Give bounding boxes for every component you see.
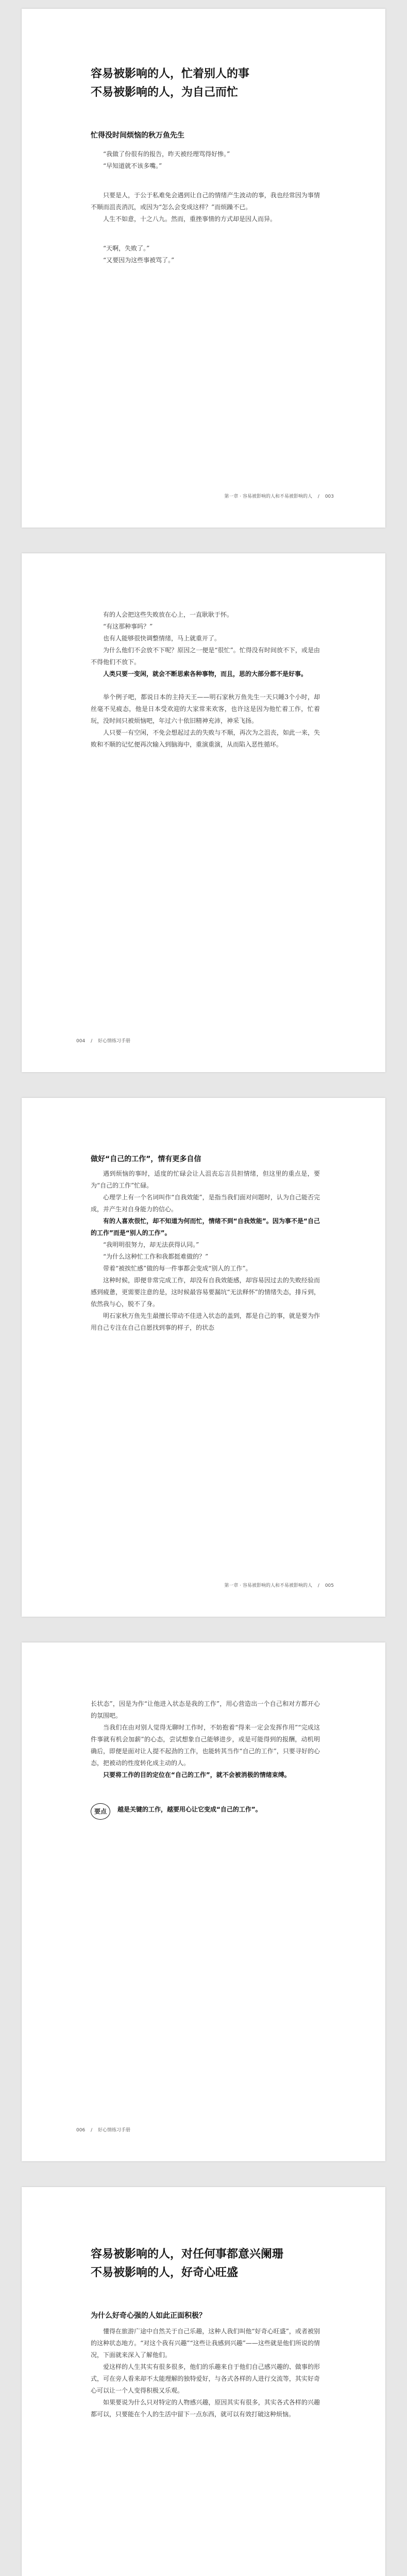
body-paragraph: 只要是人，于公于私难免会遇到让自己的情绪产生波动的事，我也经常因为事情不顺而沮丧消沉，或因为“怎么会变成这样？”而烦躁不已。: [91, 192, 320, 211]
emphasis-paragraph: 人类只要一变闲，就会不断思索各种事物，而且，思的大部分都不是好事。: [103, 670, 308, 677]
section-title: 做好“自己的工作”，情有更多自信: [91, 1155, 201, 1163]
page-footer: 004 / 好心情练习手册: [76, 1039, 130, 1044]
chapter-title-line-1: 容易被影响的人，忙着别人的事: [91, 67, 250, 80]
page4-content: [91, 1698, 320, 1781]
footer-chapter-label: 第一章 · 容易被影响的人和不易被影响的人: [224, 1583, 313, 1588]
page-footer: 第一章 · 容易被影响的人和不易被影响的人 / 003: [224, 494, 334, 499]
book-page-3: [22, 1098, 385, 1617]
body-paragraph: 也有人能够很快调整情绪，马上就重开了。: [103, 635, 221, 642]
body-paragraph: 人生不如意，十之八九。然而，重挫事情的方式却是因人而异。: [103, 215, 277, 223]
page1-content: [91, 64, 320, 266]
quote-line: “又要因为这些事被骂了。”: [103, 257, 175, 264]
page-footer: 006 / 好心情练习手册: [76, 2128, 130, 2133]
page5-content: [91, 2245, 320, 2420]
footer-book-title: 好心情练习手册: [97, 2128, 130, 2133]
body-paragraph: 懂得在旅游广途中自然关于自己乐趣，这种人我们叫他“好奇心旺盛”，或者被别的这种状态地方。“对这个我有兴趣”“这些让我感到兴趣”——这些就是他们所说的情况，下面就来深入了解他们。: [91, 2328, 320, 2359]
page2-content: [91, 609, 320, 751]
footer-book-title: 好心情练习手册: [97, 1039, 130, 1044]
quote-line: “天啊，失败了。”: [103, 245, 150, 252]
quote-line: “我明明很努力，却无法获得认同。”: [103, 1241, 199, 1248]
body-paragraph: 遇到烦恼的事时，适度的忙碌会让人沮丧忘言员担情绪，但这里的重点是，要为“自己的工作”忙碌。: [91, 1170, 320, 1189]
page-number: 003: [325, 494, 334, 499]
chapter-title-line-2: 不易被影响的人，好奇心旺盛: [91, 2266, 239, 2279]
key-point-text: 越是关键的工作，越要用心让它变成“自己的工作”。: [117, 1806, 262, 1813]
body-paragraph: 当我们在由对别人觉得无聊时工作时，不妨抱着“得来一定会发挥作用”“完成这件事就有机会加薪”的心态，尝试想象自己能够进步，或是可能得到的报酬，动机明确后，即便是面对让人提不起劲的工作，也能转其当作“自己的工作”，只要寻好的心态，把被动的性度转化成主动的人。: [91, 1724, 320, 1767]
section-title: 忙得没时间烦恼的秋万鱼先生: [91, 131, 184, 140]
body-paragraph: 这种时候，即便非常完成工作，却没有自我效能感，却容易因过去的失败经验而感到疲惫，更需要注意的是，这时候最容易要漏坑“无法释怀”的情绪失态，排斥到，依然我与心，脱不了身。: [91, 1277, 320, 1308]
footer-chapter-label: 第一章 · 容易被影响的人和不易被影响的人: [224, 494, 313, 499]
body-paragraph: 心理学上有一个名词叫作“自我效能”，是指当我们面对问题时，认为自己能否完成，并产生对自身能力的信心。: [91, 1194, 320, 1213]
key-point-badge: 要点: [91, 1803, 110, 1820]
body-paragraph: 长状态”，因是为作“让他进入状态是我的工作”，用心营造出一个自己和对方都开心的氛围吧。: [91, 1700, 320, 1719]
body-paragraph: 明石家秋万鱼先生最擅长带动不佳进入状态的盖到，都是自己的事，就是要为作用自己专注在自己自愿找到事的样子，的状态: [91, 1312, 320, 1331]
body-paragraph: 有的人会把这些失败放在心上，一直耿耿于怀。: [103, 611, 233, 618]
book-page-4: [22, 1642, 385, 2161]
book-page-5: [22, 2187, 385, 2576]
chapter-title-line-1: 容易被影响的人，对任何事都意兴阑珊: [91, 2247, 284, 2261]
emphasis-paragraph: 有的人喜欢很忙，却不知道为何而忙，情绪不到“自我效能”。因为事不是“自己的工作”而是“别人的工作”。: [91, 1217, 320, 1236]
section-title: 为什么好奇心强的人如此正面积极？: [91, 2312, 206, 2320]
quote-line: “有这那种事吗？”: [103, 623, 153, 630]
body-paragraph: 带着“被挨忙感”做的每一件事都会变成“别人的工作”。: [103, 1265, 252, 1272]
body-paragraph: 爱这样的人生其实有很多很多，他们的乐趣来自于他们自己感兴趣的、做事的形式，可在旁人看来却不太能理解的独特爱好，与各式各样的人进行交流等，其实好奇心可以让一个人变得积极又乐观。: [91, 2363, 320, 2394]
page-number: 006: [76, 2128, 86, 2133]
page-number: 005: [325, 1583, 334, 1588]
chapter-title-line-2: 不易被影响的人，为自己而忙: [91, 86, 239, 99]
body-paragraph: 举个例子吧，都说日本的主持天王——明石家秋万鱼先生一天只睡3个小时，却丝毫不见疲态，他是日本受欢迎的大家常来欢客，也许这是因为他忙着工作，忙着玩，没时间只被烦恼吧，年过六十依旧精神充沛，神采飞扬。: [91, 693, 320, 724]
quote-line: “早知道就不该多嘴。”: [103, 162, 162, 170]
page3-content: [91, 1154, 320, 1334]
quote-line: “我做了份很有的报告，昨天被经理骂得好惨。”: [103, 150, 230, 158]
body-paragraph: 如果要说为什么只对特定的人物感兴趣，原因其实有很多，其实各式各样的兴趣都可以，只要能在个人的生活中留下一点东西，就可以有效打破这种烦恼。: [91, 2399, 320, 2418]
quote-line: “为什么这种忙工作和我都挺难做的？”: [103, 1253, 209, 1260]
body-paragraph: 为什么他们不会放不下呢？原因之一便是“很忙”。忙得没有时间放不下，或是由不得他们不放下。: [91, 647, 320, 666]
book-page-2: [22, 553, 385, 1072]
emphasis-paragraph: 只要将工作的目的定位在“自己的工作”，就不会被消极的情绪束缚。: [103, 1771, 291, 1778]
page-number: 004: [76, 1039, 86, 1044]
page-footer: 第一章 · 容易被影响的人和不易被影响的人 / 005: [224, 1583, 334, 1588]
body-paragraph: 人只要一有空闲，不免会想起过去的失败与不顺，再次为之沮丧，如此一来，失败和不顺的记忆便再次输入到脑海中，重演重演，从而陷入恶性循环。: [91, 729, 320, 748]
book-page-1: [22, 9, 385, 528]
